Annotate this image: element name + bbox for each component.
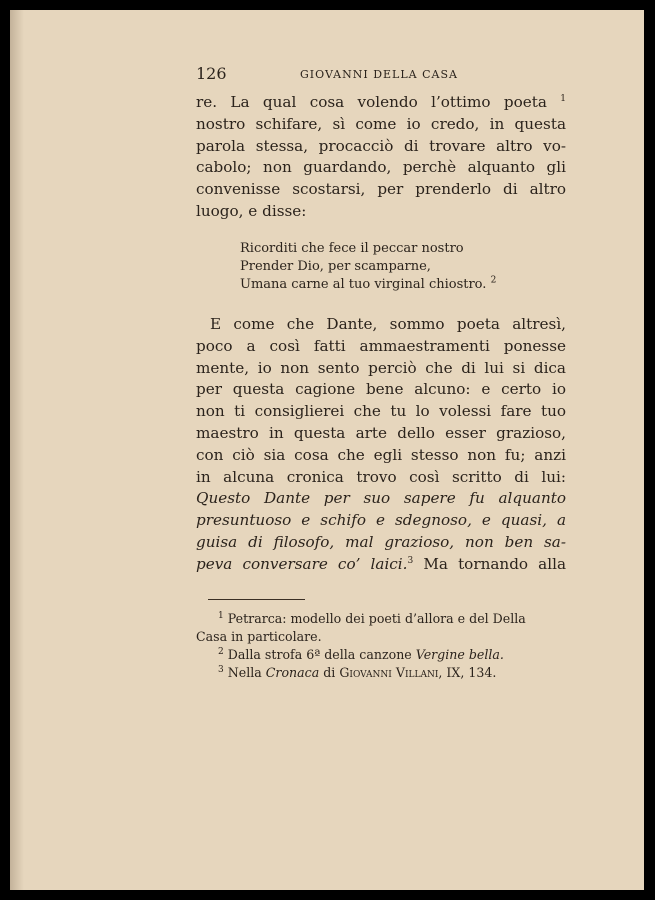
quoted-line: guisa di filosofo, mal grazioso, non ben sa- <box>196 532 566 551</box>
footnote-rule <box>208 599 305 600</box>
text-line: re. La qual cosa volendo l’ottimo poeta $^1$ <box>196 93 567 111</box>
book-page <box>10 10 644 890</box>
footnote-ref: 3 <box>407 555 414 566</box>
paragraph-1 <box>196 92 566 223</box>
footnote-3: $^3$ Nella Cronaca di Giovanni Villani, IX, 134. <box>218 664 497 680</box>
quoted-line: Questo Dante per suo sapere fu alquanto <box>196 489 566 508</box>
running-title: GIOVANNI DELLA CASA <box>300 68 458 81</box>
text-line: in alcuna cronica trovo così scritto di lui: <box>196 467 566 486</box>
paragraph-2 <box>196 314 566 576</box>
quoted-line: presuntuoso e schifo e sdegnoso, e quasi, a <box>196 511 566 530</box>
text-line: poco a così fatti ammaestramenti ponesse <box>196 336 566 355</box>
footnote-1: $^1$ Petrarca: modello dei poeti d’allora e del Della <box>218 610 526 626</box>
footnote-1-continued: Casa in particolare. <box>196 629 322 644</box>
text-line: luogo, e disse: <box>196 201 307 220</box>
footnote-2: $^2$ Dalla strofa 6ª della canzone Vergine bella. <box>218 646 504 662</box>
text-line: con ciò sia cosa che egli stesso non fu; anzi <box>196 445 566 464</box>
footnote-ref: 2 <box>490 275 497 286</box>
text-line: cabolo; non guardando, perchè alquanto gli <box>196 158 566 177</box>
verse-quote <box>240 240 496 294</box>
page-number: 126 <box>196 64 227 83</box>
page-edge-shadow <box>10 10 24 890</box>
verse-line: Umana carne al tuo virginal chiostro. $^2$ <box>240 275 497 292</box>
text-line: peva conversare co’ laici.$^3$ Ma tornando alla <box>196 554 567 573</box>
verse-line: Prender Dio, per scamparne, <box>240 259 431 274</box>
footnote-ref: 1 <box>560 93 567 104</box>
verse-line: Ricorditi che fece il peccar nostro <box>240 241 464 256</box>
text-line: E come che Dante, sommo poeta altresì, <box>210 315 566 333</box>
text-line: per questa cagione bene alcuno: e certo io <box>196 380 566 399</box>
page-header <box>196 64 570 86</box>
text-line: maestro in questa arte dello esser grazioso, <box>196 423 566 442</box>
text-line: convenisse scostarsi, per prenderlo di altro <box>196 180 566 199</box>
text-line: parola stessa, procacciò di trovare altro vo- <box>196 136 566 155</box>
text-line: nostro schifare, sì come io credo, in questa <box>196 114 566 133</box>
text-line: mente, io non sento perciò che di lui si dica <box>196 358 566 377</box>
text-line: non ti consiglierei che tu lo volessi fare tuo <box>196 402 566 421</box>
footnotes <box>196 610 570 682</box>
